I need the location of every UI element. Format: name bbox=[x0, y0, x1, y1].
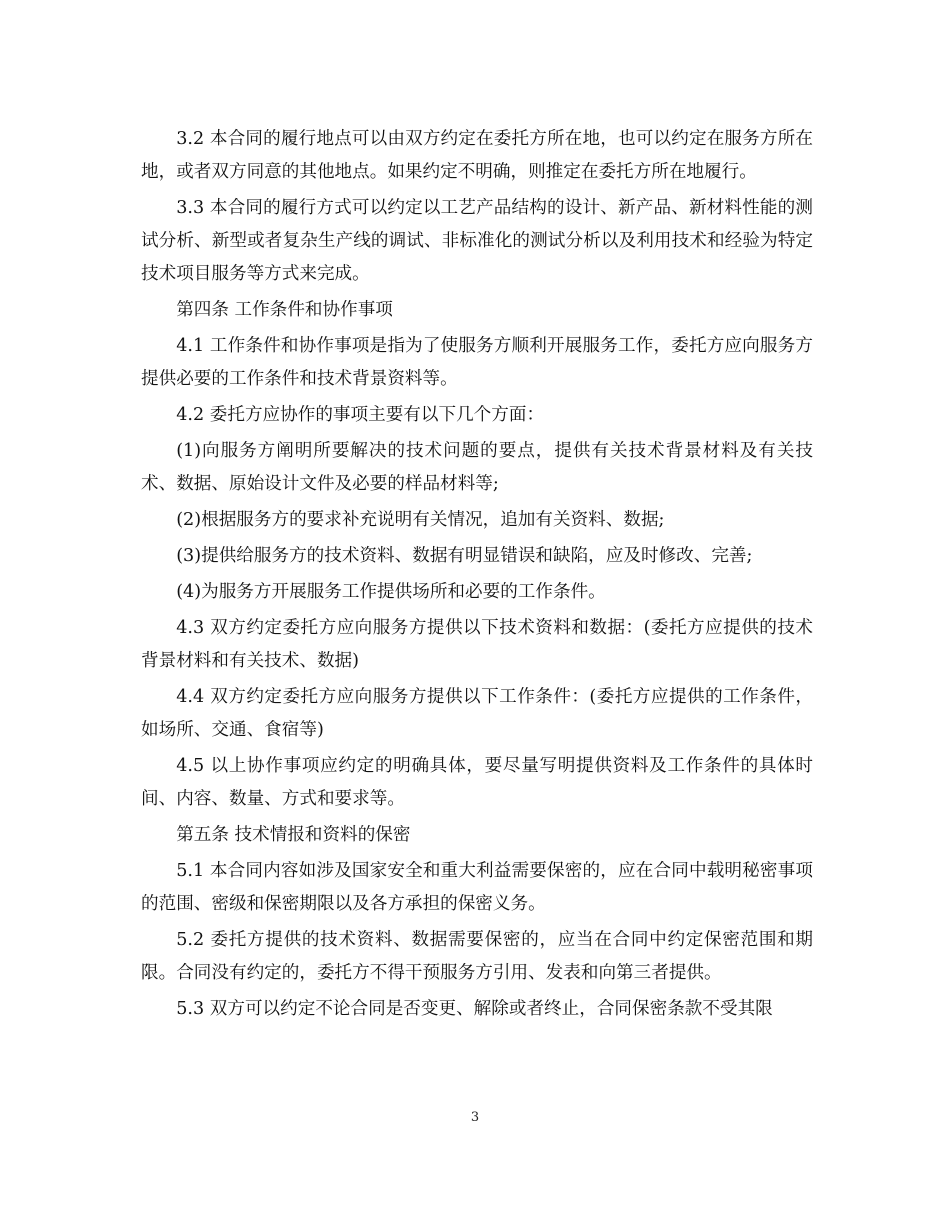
document-body bbox=[141, 123, 813, 1026]
page-number: 3 bbox=[470, 1110, 480, 1125]
paragraph-3-2: 3.2 本合同的履行地点可以由双方约定在委托方所在地，也可以约定在服务方所在地，或者双方同意的其他地点。如果约定不明确，则推定在委托方所在地履行。 bbox=[141, 129, 813, 182]
paragraph-3-3: 3.3 本合同的履行方式可以约定以工艺产品结构的设计、新产品、新材料性能的测试分析、新型或者复杂生产线的调试、非标准化的测试分析以及利用技术和经验为特定技术项目服务等方式来完成。 bbox=[141, 198, 813, 284]
paragraph-4-3: 4.3 双方约定委托方应向服务方提供以下技术资料和数据：(委托方应提供的技术背景材料和有关技术、数据) bbox=[141, 618, 813, 671]
paragraph-4-4: 4.4 双方约定委托方应向服务方提供以下工作条件：(委托方应提供的工作条件，如场所、交通、食宿等) bbox=[141, 687, 813, 740]
paragraph-4-2: 4.2 委托方应协作的事项主要有以下几个方面： bbox=[176, 405, 545, 425]
paragraph-5-3: 5.3 双方可以约定不论合同是否变更、解除或者终止，合同保密条款不受其限 bbox=[176, 999, 773, 1019]
article-5-heading: 第五条 技术情报和资料的保密 bbox=[176, 825, 411, 845]
list-item-4: (4)为服务方开展服务工作提供场所和必要的工作条件。 bbox=[176, 582, 606, 602]
list-item-2: (2)根据服务方的要求补充说明有关情况，追加有关资料、数据; bbox=[176, 510, 665, 530]
paragraph-4-5: 4.5 以上协作事项应约定的明确具体，要尽量写明提供资料及工作条件的具体时间、内容、数量、方式和要求等。 bbox=[141, 756, 813, 809]
list-item-1: (1)向服务方阐明所要解决的技术问题的要点，提供有关技术背景材料及有关技术、数据、原始设计文件及必要的样品材料等; bbox=[141, 441, 813, 494]
paragraph-4-1: 4.1 工作条件和协作事项是指为了使服务方顺利开展服务工作，委托方应向服务方提供必要的工作条件和技术背景资料等。 bbox=[141, 336, 813, 389]
list-item-3: (3)提供给服务方的技术资料、数据有明显错误和缺陷，应及时修改、完善; bbox=[176, 546, 753, 566]
paragraph-5-2: 5.2 委托方提供的技术资料、数据需要保密的，应当在合同中约定保密范围和期限。合同没有约定的，委托方不得干预服务方引用、发表和向第三者提供。 bbox=[141, 930, 813, 983]
paragraph-5-1: 5.1 本合同内容如涉及国家安全和重大利益需要保密的，应在合同中载明秘密事项的范围、密级和保密期限以及各方承担的保密义务。 bbox=[141, 861, 813, 914]
article-4-heading: 第四条 工作条件和协作事项 bbox=[176, 300, 393, 320]
